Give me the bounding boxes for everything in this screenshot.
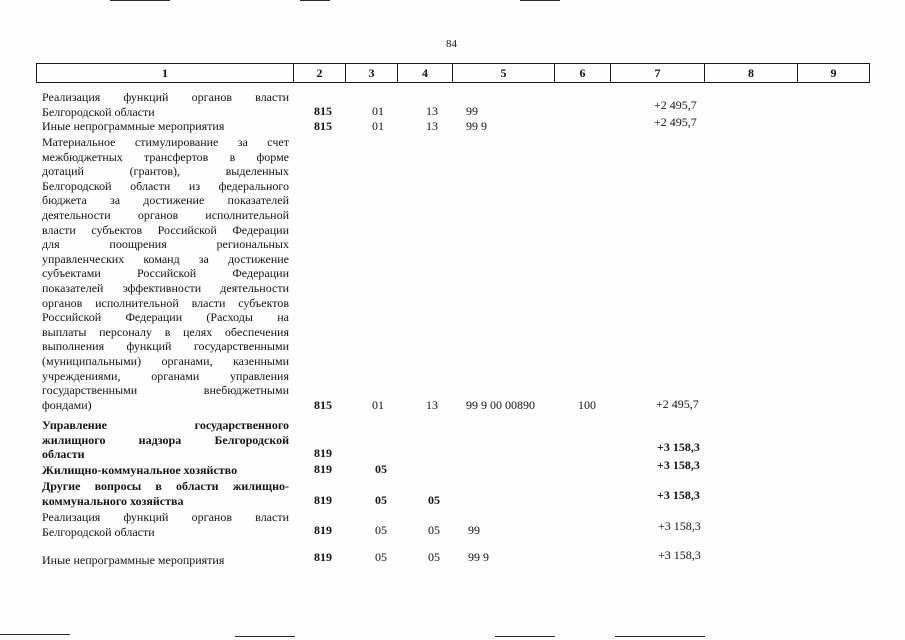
cell-col-7: +3 158,3	[657, 488, 700, 502]
table-row-name: Жилищно-коммунальное хозяйство	[42, 463, 238, 477]
cell-col-2: 815	[314, 119, 332, 133]
table-row-name: Другие вопросы в области жилищно- коммунального хозяйства	[42, 479, 289, 508]
scan-artifact	[0, 634, 70, 635]
cell-col-3: 01	[372, 104, 384, 118]
cell-col-7: +2 495,7	[656, 397, 699, 411]
header-col-9: 9	[798, 64, 870, 83]
cell-col-3: 01	[372, 119, 384, 133]
header-col-5: 5	[453, 64, 555, 83]
header-col-6: 6	[555, 64, 611, 83]
cell-col-2: 819	[314, 462, 332, 476]
cell-col-5: 99 9	[468, 550, 489, 564]
cell-col-4: 05	[428, 550, 440, 564]
header-col-3: 3	[346, 64, 398, 83]
table-row-name: Реализация функций органов власти Белгородской области	[42, 510, 289, 539]
cell-col-2: 819	[314, 446, 332, 460]
cell-col-4: 05	[428, 523, 440, 537]
scan-artifact	[110, 0, 170, 1]
scan-artifact	[235, 636, 295, 637]
header-col-2: 2	[294, 64, 346, 83]
cell-col-4: 13	[426, 104, 438, 118]
cell-col-7: +2 495,7	[654, 115, 697, 129]
cell-col-7: +2 495,7	[654, 98, 697, 112]
cell-col-2: 815	[314, 398, 332, 412]
header-col-4: 4	[398, 64, 453, 83]
table-row-name: Управление государственного жилищного надзора Белгородской области	[42, 418, 289, 462]
scan-artifact	[495, 636, 555, 637]
header-col-1: 1	[37, 64, 294, 83]
cell-col-5: 99	[466, 104, 478, 118]
cell-col-7: +3 158,3	[657, 440, 700, 454]
cell-col-5: 99 9 00 00890	[466, 398, 535, 412]
table-row-name: Иные непрограммные мероприятия	[42, 119, 225, 133]
table-header	[36, 63, 870, 83]
header-col-7: 7	[611, 64, 705, 83]
table-row-name: Материальное стимулирование за счет межбюджетных трансфертов в форме дотаций (грантов), выделенных Белгородской области из федерального бюджета за достижение показателей деятельности органов исполнительной власти субъектов Российской Федерации для поощрения региональных управленческих команд за достижение субъектами Российской Федерации показателей эффективности деятельности органов исполнительной власти субъектов Российской Федерации (Расходы на выплаты персоналу в целях обеспечения выполнения функций государственными (муниципальными) органами, казенными учреждениями, органами управления государственными внебюджетными фондами)	[42, 135, 289, 412]
scan-artifact	[615, 636, 705, 637]
scan-artifact	[520, 0, 560, 1]
table-row-name: Иные непрограммные мероприятия	[42, 553, 225, 567]
cell-col-5: 99	[468, 523, 480, 537]
page-number: 84	[446, 38, 457, 50]
header-col-8: 8	[705, 64, 798, 83]
cell-col-7: +3 158,3	[658, 548, 701, 562]
cell-col-7: +3 158,3	[657, 458, 700, 472]
table-row-name: Реализация функций органов власти Белгородской области	[42, 90, 289, 119]
cell-col-3: 01	[372, 398, 384, 412]
cell-col-4: 13	[426, 398, 438, 412]
cell-col-6: 100	[578, 398, 596, 412]
cell-col-3: 05	[375, 462, 387, 476]
scan-artifact	[300, 0, 330, 1]
cell-col-3: 05	[375, 493, 387, 507]
cell-col-5: 99 9	[466, 119, 487, 133]
cell-col-3: 05	[375, 550, 387, 564]
cell-col-4: 13	[426, 119, 438, 133]
cell-col-2: 819	[314, 523, 332, 537]
cell-col-2: 819	[314, 493, 332, 507]
cell-col-4: 05	[428, 493, 440, 507]
cell-col-2: 819	[314, 550, 332, 564]
cell-col-2: 815	[314, 104, 332, 118]
cell-col-7: +3 158,3	[658, 519, 701, 533]
cell-col-3: 05	[375, 523, 387, 537]
